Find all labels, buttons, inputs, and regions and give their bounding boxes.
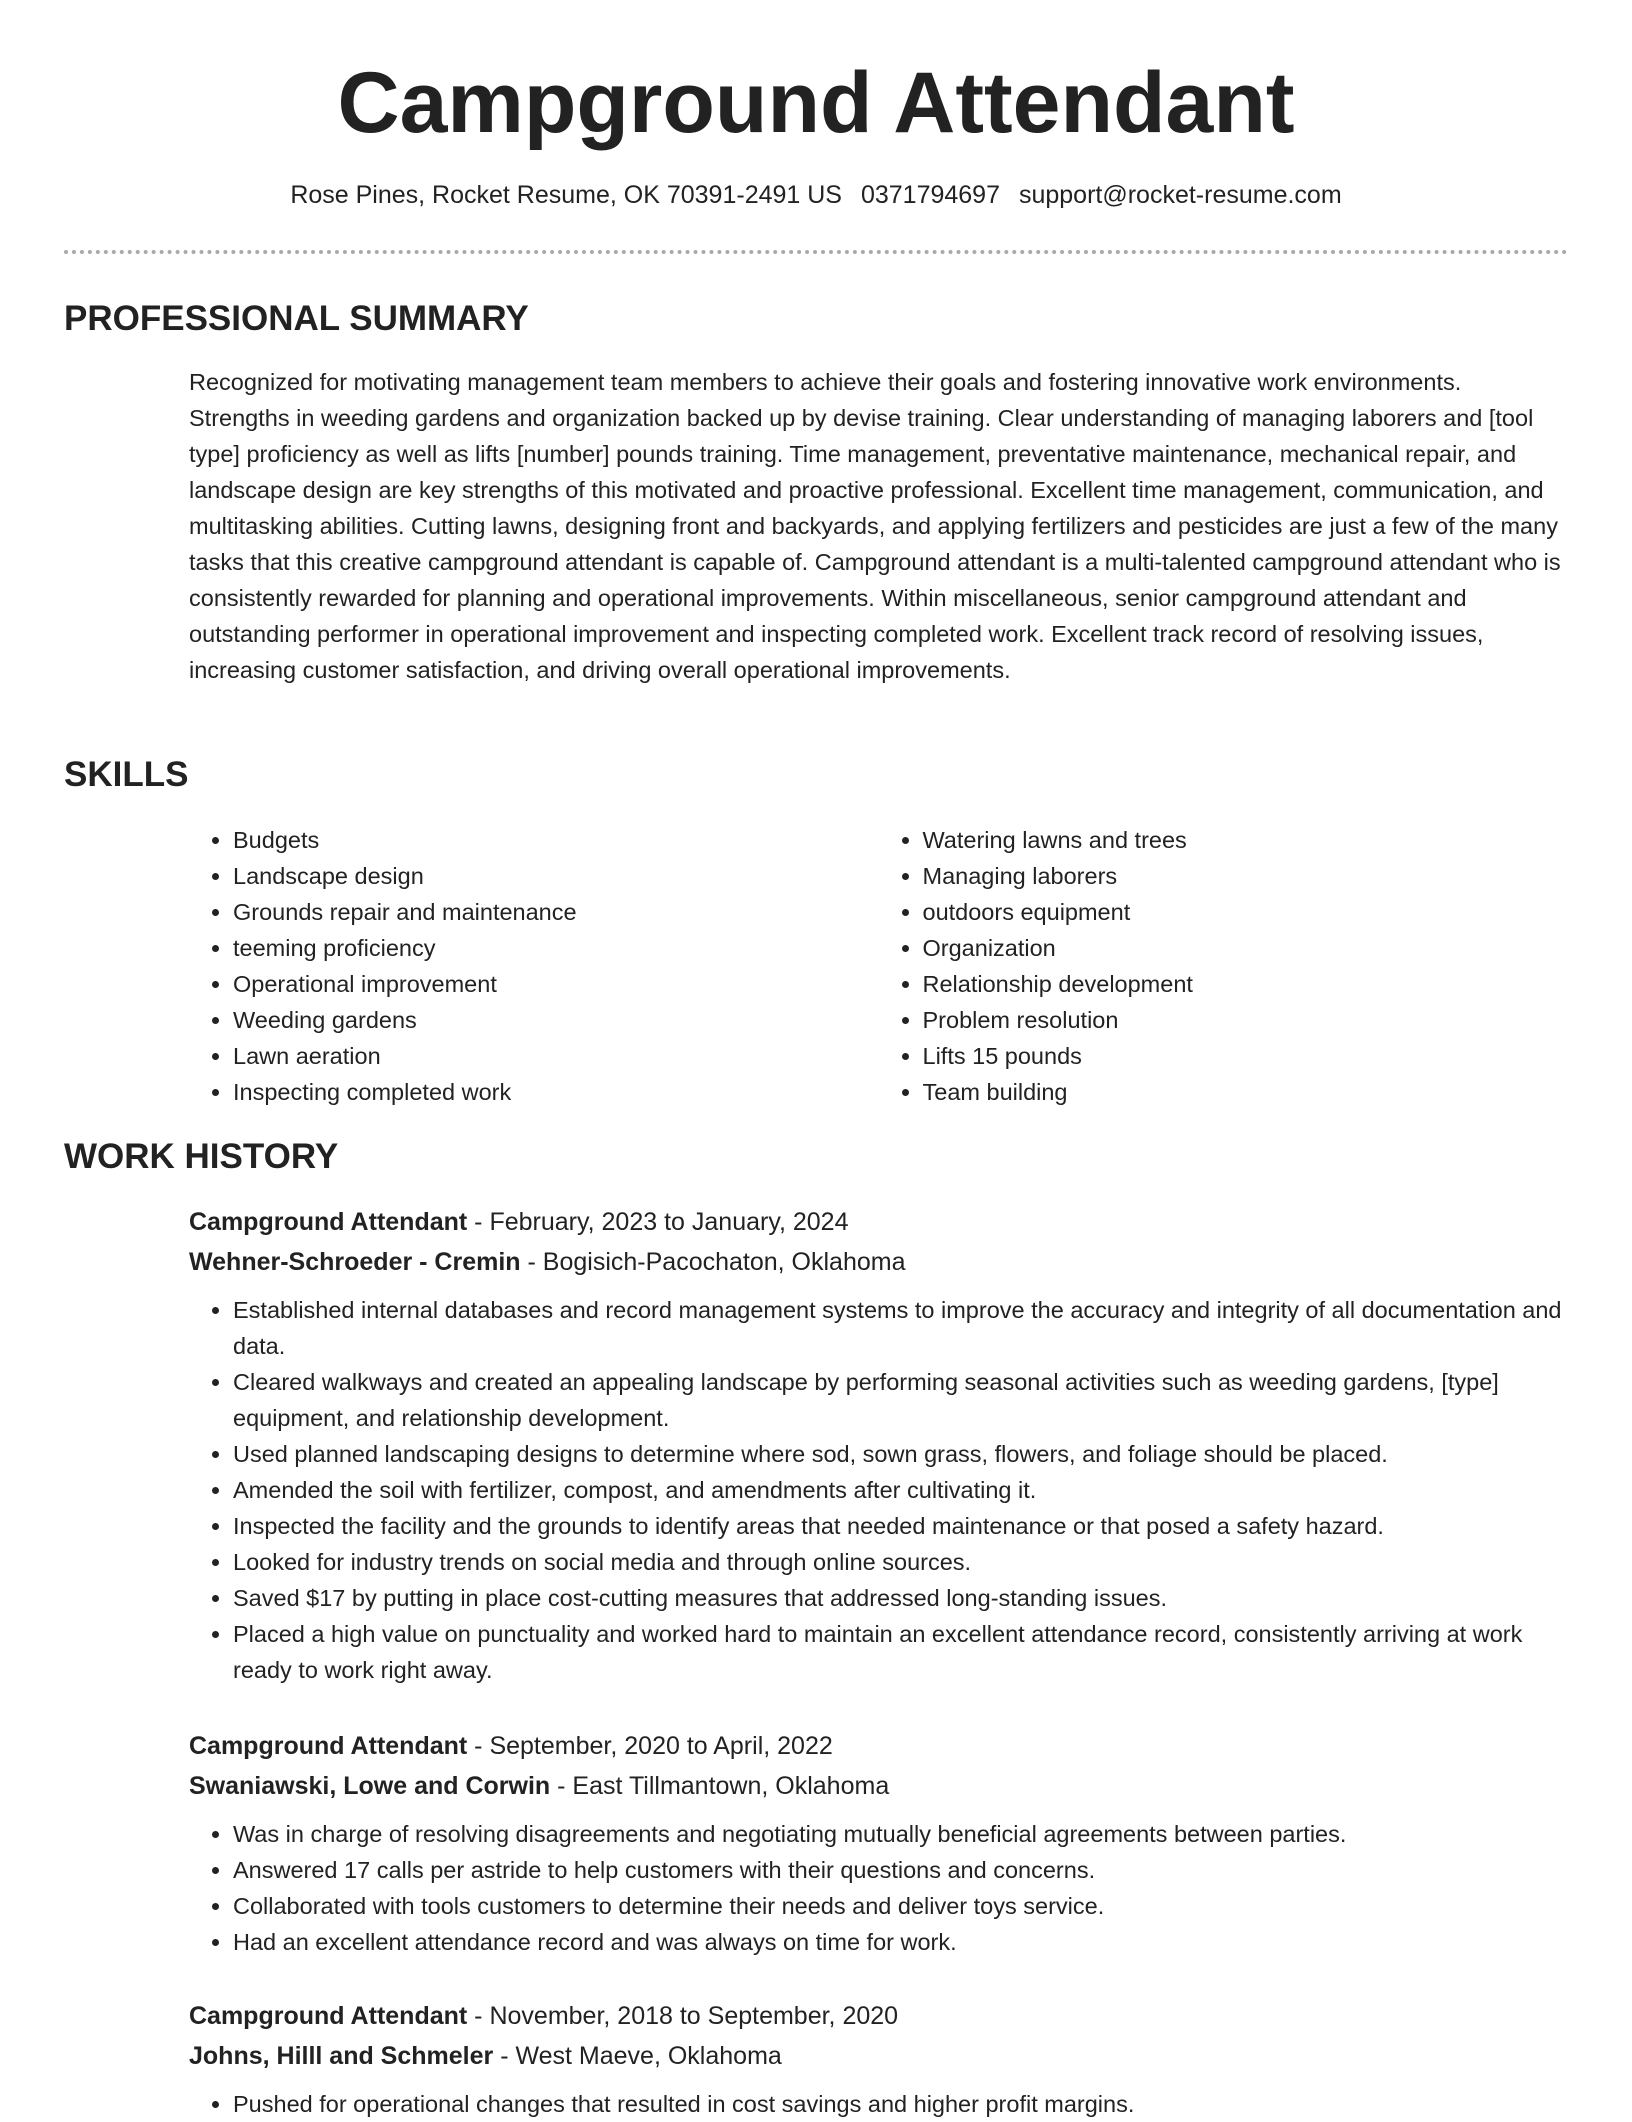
- job-company-line: [189, 1242, 1568, 1282]
- skill-item: • Landscape design: [233, 858, 879, 894]
- job-bullet: • Established internal databases and record management systems to improve the accuracy and integrity of all documentation and data.: [233, 1292, 1568, 1364]
- skill-item: • outdoors equipment: [923, 894, 1569, 930]
- job-entry: [189, 1726, 1568, 1960]
- phone-number: 0371794697: [860, 181, 1000, 209]
- skill-item: • Operational improvement: [233, 966, 879, 1002]
- job-bullet: • Pushed for operational changes that resulted in cost savings and higher profit margins.: [233, 2086, 1568, 2122]
- job-dates: February, 2023 to January, 2024: [489, 1208, 849, 1236]
- address: Rose Pines, Rocket Resume, OK 70391-2491 US: [290, 181, 842, 209]
- skill-item: • Lawn aeration: [233, 1038, 879, 1074]
- skill-item: • Relationship development: [923, 966, 1569, 1002]
- work-history-heading: WORK HISTORY: [64, 1137, 339, 1176]
- skills-column-left: [189, 822, 879, 1110]
- skill-item: • Budgets: [233, 822, 879, 858]
- separator: -: [474, 2002, 483, 2030]
- job-bullet: • Looked for industry trends on social media and through online sources.: [233, 1544, 1568, 1580]
- skill-item: • Lifts 15 pounds: [923, 1038, 1569, 1074]
- job-bullets: [189, 1816, 1568, 1960]
- company-name: Swaniawski, Lowe and Corwin: [189, 1772, 551, 1800]
- skill-item: • teeming proficiency: [233, 930, 879, 966]
- contact-line: [0, 178, 1632, 213]
- skill-item: • Weeding gardens: [233, 1002, 879, 1038]
- job-entry: [189, 1996, 1568, 2122]
- skill-item: • Managing laborers: [923, 858, 1569, 894]
- summary-heading: PROFESSIONAL SUMMARY: [64, 299, 529, 338]
- job-bullet: • Placed a high value on punctuality and worked hard to maintain an excellent attendance record, consistently arriving at work ready to work right away.: [233, 1616, 1568, 1688]
- separator: -: [557, 1772, 566, 1800]
- skills-heading: SKILLS: [64, 755, 189, 794]
- job-title: Campground Attendant: [189, 1208, 468, 1236]
- job-bullet: • Inspected the facility and the grounds to identify areas that needed maintenance or that posed a safety hazard.: [233, 1508, 1568, 1544]
- company-name: Wehner-Schroeder - Cremin: [189, 1248, 521, 1276]
- job-title: Campground Attendant: [189, 1732, 468, 1760]
- email-address: support@rocket-resume.com: [1018, 181, 1342, 209]
- skill-item: • Watering lawns and trees: [923, 822, 1569, 858]
- separator: -: [474, 1732, 483, 1760]
- job-title-line: [189, 1996, 1568, 2036]
- skill-item: • Grounds repair and maintenance: [233, 894, 879, 930]
- skills-list: [189, 822, 1568, 1110]
- job-bullet: • Cleared walkways and created an appealing landscape by performing seasonal activities such as weeding gardens, [type] equipment, and relationship development.: [233, 1364, 1568, 1436]
- job-dates: November, 2018 to September, 2020: [489, 2002, 899, 2030]
- job-bullet: • Was in charge of resolving disagreements and negotiating mutually beneficial agreements between parties.: [233, 1816, 1568, 1852]
- job-bullet: • Amended the soil with fertilizer, compost, and amendments after cultivating it.: [233, 1472, 1568, 1508]
- job-title: Campground Attendant: [189, 2002, 468, 2030]
- job-bullet: • Answered 17 calls per astride to help customers with their questions and concerns.: [233, 1852, 1568, 1888]
- summary-text: Recognized for motivating management team members to achieve their goals and fostering innovative work environments. Strengths in weeding gardens and organization backed up by devise training. Clear understanding of managing laborers and [tool type] proficiency as well as lifts [number] pounds training. Time management, preventative maintenance, mechanical repair, and landscape design are key strengths of this motivated and proactive professional. Excellent time management, communication, and multitasking abilities. Cutting lawns, designing front and backyards, and applying fertilizers and pesticides are just a few of the many tasks that this creative campground attendant is capable of. Campground attendant is a multi-talented campground attendant who is consistently rewarded for planning and operational improvements. Within miscellaneous, senior campground attendant and outstanding performer in operational improvement and inspecting completed work. Excellent track record of resolving issues, increasing customer satisfaction, and driving overall operational improvements.: [189, 369, 1561, 683]
- job-location: West Maeve, Oklahoma: [515, 2042, 782, 2070]
- skill-item: • Team building: [923, 1074, 1569, 1110]
- job-bullets: [189, 2086, 1568, 2122]
- header-divider: [64, 250, 1568, 254]
- job-location: Bogisich-Pacochaton, Oklahoma: [542, 1248, 906, 1276]
- job-title-line: [189, 1726, 1568, 1766]
- job-dates: September, 2020 to April, 2022: [489, 1732, 833, 1760]
- separator: -: [500, 2042, 509, 2070]
- job-location: East Tillmantown, Oklahoma: [572, 1772, 890, 1800]
- job-company-line: [189, 2036, 1568, 2076]
- skill-item: • Problem resolution: [923, 1002, 1569, 1038]
- job-bullet: • Saved $17 by putting in place cost-cutting measures that addressed long-standing issues.: [233, 1580, 1568, 1616]
- job-bullet: • Collaborated with tools customers to determine their needs and deliver toys service.: [233, 1888, 1568, 1924]
- job-company-line: [189, 1766, 1568, 1806]
- separator: -: [527, 1248, 536, 1276]
- job-title-line: [189, 1202, 1568, 1242]
- candidate-name: Campground Attendant: [337, 55, 1295, 151]
- separator: -: [474, 1208, 483, 1236]
- job-bullet: • Had an excellent attendance record and was always on time for work.: [233, 1924, 1568, 1960]
- skill-item: • Organization: [923, 930, 1569, 966]
- skill-item: • Inspecting completed work: [233, 1074, 879, 1110]
- job-bullets: [189, 1292, 1568, 1688]
- job-bullet: • Used planned landscaping designs to determine where sod, sown grass, flowers, and foliage should be placed.: [233, 1436, 1568, 1472]
- skills-column-right: [879, 822, 1569, 1110]
- company-name: Johns, Hilll and Schmeler: [189, 2042, 494, 2070]
- job-entry: [189, 1202, 1568, 1688]
